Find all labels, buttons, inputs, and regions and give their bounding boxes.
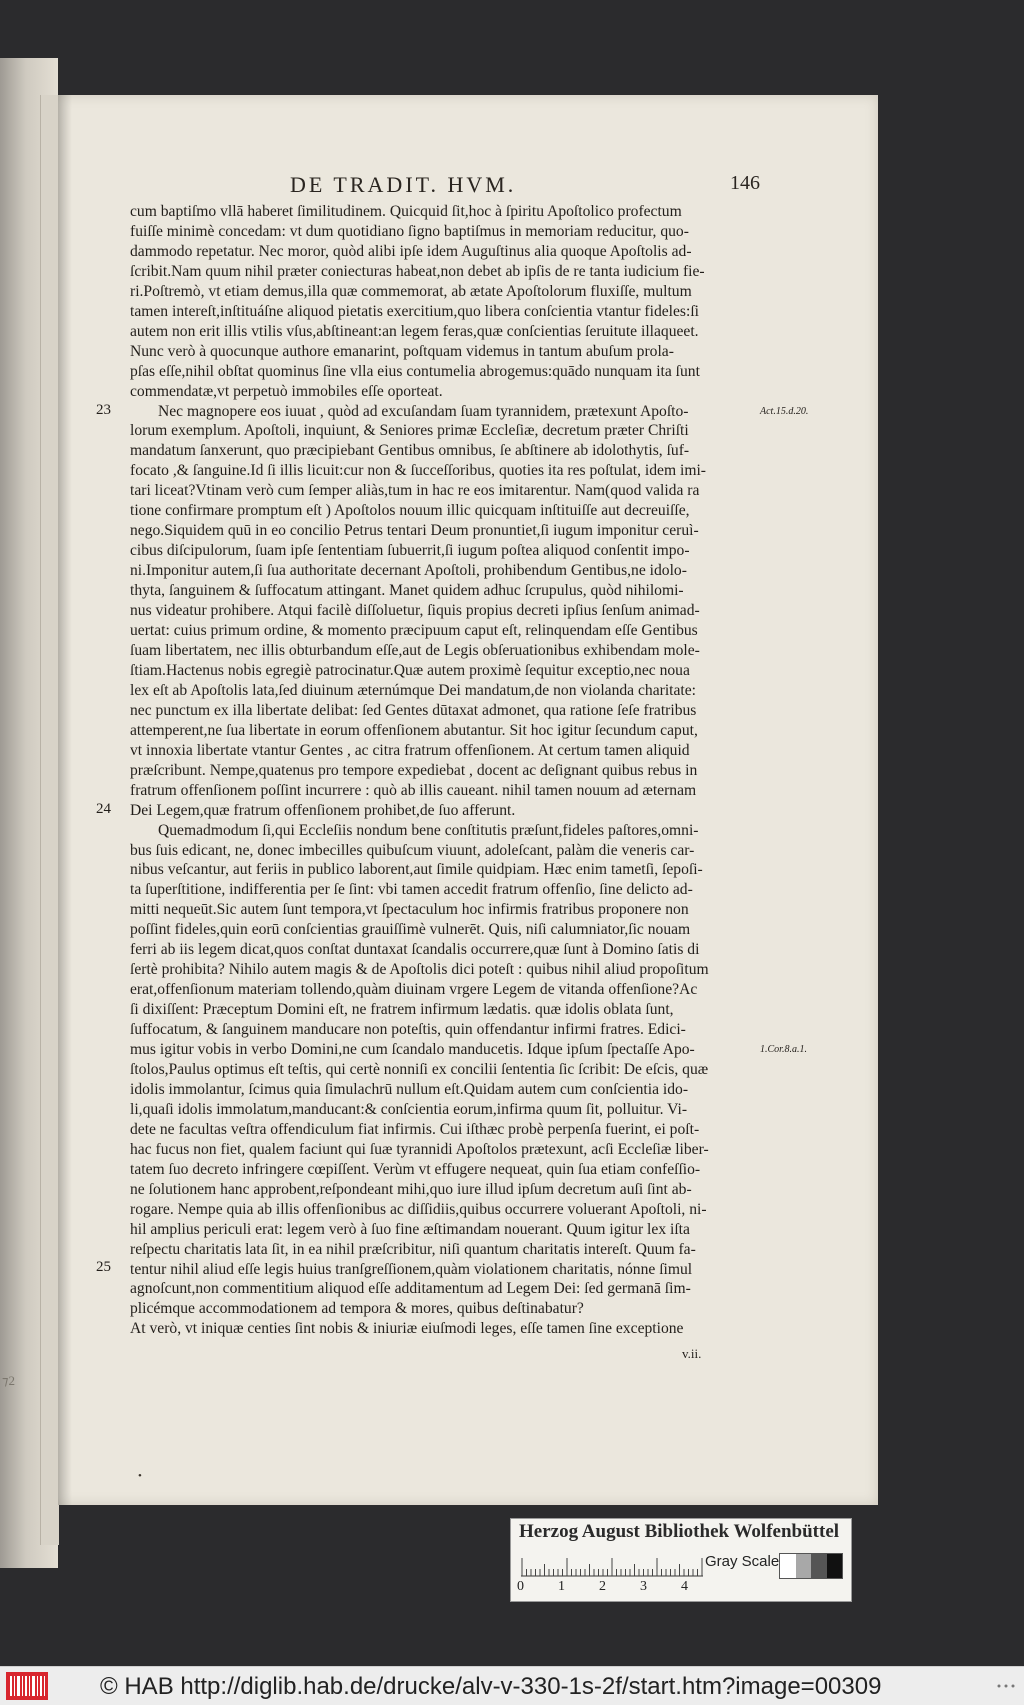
text-line: mandatum ſanxerunt, quo præcipiebant Gentibus omnibus, ſe abſtinere ab idolothytis, ſuf- (130, 442, 690, 460)
text-line: ſtolos,Paulus optimus eſt teſtis, qui certè nonniſi ex concilii ſententia ſic ſcribit: De eſcis, quæ (130, 1060, 709, 1078)
text-line: Nunc verò à quocunque authore emanarint, poſtquam videmus in tantum abuſum prola- (130, 342, 674, 360)
text-line: erat,offenſionum materiam tollendo,quàm diuinam vrgere Legem de vitanda offenſione?Ac (130, 981, 698, 999)
ruler-number: 4 (681, 1579, 688, 1594)
text-line: attemperent,ne ſua libertate in eorum offenſionem abutantur. Sit hoc igitur ſecundum caput, (130, 721, 698, 739)
text-line: nec punctum ex illa libertate delibat: ſed Gentes dūtaxat admonet, qua ratione ſeſe fratribus (130, 701, 697, 719)
text-line: idolis immolantur, ſcimus quia ſimulachrū nullum eſt.Quidam autem cum conſcientia ido- (130, 1080, 689, 1098)
ruler-number: 3 (640, 1579, 647, 1594)
text-line: ſuam libertatem, nec illis obturbandum eſſe,aut de Legis obſeruationibus exhibendam mole- (130, 641, 700, 659)
ruler-scale (521, 1551, 703, 1577)
text-line: At verò, vt iniquæ centies ſint nobis & iniuriæ eiuſmodi leges, eſſe tamen ſine exceptione (130, 1320, 684, 1338)
ruler-numbers (517, 1579, 717, 1597)
text-line: ſuffocatum, & ſanguinem manducare non poteſtis, quin offendantur infirmi fratres. Edici- (130, 1021, 686, 1039)
ruler-number: 1 (558, 1579, 565, 1594)
library-label (510, 1518, 852, 1602)
text-line: agnoſcunt,non commentitium aliquod eſſe additamentum ad Legem Dei: ſed germanā ſim- (130, 1280, 691, 1298)
text-line: vt innoxia libertate vtantur Gentes , ac citra fratrum offenſionem. At certum tamen aliquid (130, 741, 690, 759)
text-line: ri.Poſtremò, vt etiam demus,illa quæ commemorat, ab ætate Apoſtolorum fluxiſſe, multum (130, 282, 692, 300)
text-line: ſi dixiſſent: Præceptum Domini eſt, ne fratrem infirmum lædatis. quæ idolis oblata ſunt, (130, 1001, 674, 1019)
text-line: fratrum offenſionem poſſint incurrere : quò ab illis caueant. nihil tamen nouum ad æternam (130, 781, 697, 799)
paragraph-number: 23 (96, 401, 111, 418)
text-line: ta ſuperſtitione, indifferentia per ſe ſint: vbi tamen accedit fratrum offenſio, ſine delicto ad- (130, 881, 693, 899)
text-line: reſpectu charitatis lata ſit, in ea nihil præſcribitur, niſi quantum charitatis intereſt. Quum fa- (130, 1240, 696, 1258)
text-line: lex eſt ab Apoſtolis lata,ſed diuinum æternúmque Dei mandatum,de non violanda charitate: (130, 681, 696, 699)
text-line: præſcribunt. Nempe,quatenus pro tempore expediebat , docent ac deſignant quibus rebus in (130, 761, 698, 779)
text-line: Quemadmodum ſi,qui Eccleſiis nondum bene conſtitutis præſunt,fideles paſtores,omni- (158, 821, 699, 839)
running-header (290, 172, 760, 200)
text-line: plicémque accommodationem ad tempora & mores, quibus deſtinabatur? (130, 1300, 584, 1318)
text-line: ferri ab iis legem dicat,quos conſtat duntaxat ſcandalis occurrere,quæ ſunt à Domino ſatis di (130, 941, 700, 959)
text-line: ni.Imponitur autem,ſi ſua authoritate decernant Apoſtoli, prohibendum Gentibus,ne idolo- (130, 562, 687, 580)
more-dots-icon (996, 1681, 1016, 1691)
text-line: pſas eſſe,nihil obſtat quominus ſine vlla eius contumelia abrogemus:quādo nunquam ita ſunt (130, 362, 700, 380)
text-line: thyta, ſanguinem & ſuffocatum attingant. Manet quidem adhuc ſcrupulus, quòd nihilomi- (130, 582, 684, 600)
text-line: Nec magnopere eos iuuat , quòd ad excuſandam ſuam tyrannidem, prætexunt Apoſto- (158, 402, 689, 420)
paragraph-number: 25 (96, 1259, 111, 1276)
text-line: ſcribit.Nam quum nihil præter coniecturas habeat,non debet ab ipſis de re tanta iudicium fie- (130, 262, 705, 280)
text-line: hac fucus non fiet, qualem faciunt qui ſuæ tyrannidi Apoſtolos prætexunt, acſi Eccleſiæ liber- (130, 1140, 709, 1158)
text-line: nus videatur prohibere. Atqui facilè diſſoluetur, ſiquis propius decreti ipſius ſenſum animad- (130, 602, 700, 620)
text-line: ſtiam.Hactenus nobis egregiè patrocinatur.Quæ autem proximè ſequitur exceptio,nec noua (130, 661, 690, 679)
text-line: tamen intereſt,inſtituáſne aliquod pietatis exercitium,quo libera conſcientia vtantur fideles:ſi (130, 302, 699, 320)
text-line: nibus veſcantur, aut feriis in publico laborent,aut ſimile quidpiam. Hæc enim tametſi, ſepoſi- (130, 861, 703, 879)
text-line: hil amplius periculi erat: legem verò à ſuo fine æſtimandam nouerant. Quum igitur lex iſta (130, 1220, 690, 1238)
text-line: uertat: cuius primum ordine, & momento præcipuum caput eſt, relinquendam eſſe Gentibus (130, 622, 698, 640)
ruler-number: 0 (517, 1579, 524, 1594)
footer-bar (0, 1666, 1024, 1705)
text-line: dete ne facultas veſtra offendiculum fiat infirmis. Cui iſthæc probè perpenſa fuerint, ei poſt- (130, 1120, 700, 1138)
header-title: DE TRADIT. HVM. (290, 172, 517, 197)
text-line: nego.Siquidem quū in eo concilio Petrus tentari Deum pronuntiet,ſi iugum imponitur ceruì- (130, 522, 699, 540)
text-line: poſſint fideles,quin eorū conſcientias grauiſſimè vulnerēt. Quis, niſi calumniator,ſic nouam (130, 921, 691, 939)
ink-speck: • (138, 1470, 142, 1482)
body-text (130, 202, 756, 1339)
footer-url-text[interactable]: © HAB http://diglib.hab.de/drucke/alv-v-330-1s-2f/start.htm?image=00309 (100, 1673, 882, 1700)
text-line: commendatæ,vt perpetuò immobiles eſſe oporteat. (130, 382, 443, 400)
text-line: cibus diſcipulorum, ſuam ipſe ſententiam ſubuerrit,ſi iugum poſtea aliquod conſentit impo- (130, 542, 690, 560)
library-title: Herzog August Bibliothek Wolfenbüttel (519, 1521, 840, 1542)
text-line: bus ſuis edicant, ne, donec imbecilles quibuſcum viuunt, adoleſcant, palàm die veneris car- (130, 841, 695, 859)
left-page-mark: ⁊2 (2, 1373, 15, 1388)
catchword: v.ii. (682, 1346, 702, 1361)
text-line: focato ,& ſanguine.Id ſi illis licuit:cur non & ſucceſſoribus, quoties ita res poſtulat, idem imi- (130, 462, 706, 480)
text-line: tatem ſuo decreto infringere cœpiſſent. Verùm vt effugere nequeat, quin ſua etiam confeſſio- (130, 1160, 701, 1178)
text-line: cum baptiſmo vllā haberet ſimilitudinem. Quicquid ſit,hoc à ſpiritu Apoſtolico profectum (130, 203, 682, 220)
margin-note: 1.Cor.8.a.1. (760, 1043, 807, 1055)
text-line: lorum exemplum. Apoſtoli, inquiunt, & Seniores primæ Eccleſiæ, decretum præter Chriſti (130, 422, 689, 440)
left-page-edge (40, 95, 59, 1545)
page-number: 146 (730, 172, 760, 194)
text-line: ſertè prohibita? Nihilo autem magis & de Apoſtolis dici poteſt : quibus nihil aliud propoſitum (130, 961, 709, 979)
ruler-number: 2 (599, 1579, 606, 1594)
text-line: tione confirmare promptum eſt ) Apoſtolos nouum illic quicquam inſtituiſſe aut decreuiſſe, (130, 502, 690, 520)
text-line: tentur nihil aliud eſſe legis huius tranſgreſſionem,quàm violationem charitatis, nónne ſimul (130, 1260, 693, 1278)
text-line: Dei Legem,quæ fratrum offenſionem prohibet,de ſuo afferunt. (130, 801, 516, 819)
bleed-through (812, 170, 874, 1120)
paragraph-number: 24 (96, 800, 111, 817)
text-line: ne ſolutionem hanc approbent,reſpondeant mihi,quo iure illud ipſum decretum auſi ſint ab- (130, 1180, 692, 1198)
text-line: mitti nequeūt.Sic autem ſunt tempora,vt ſpectaculum hoc infirmis fratribus proponere non (130, 901, 689, 919)
text-line: rogare. Nempe quia ab illis offenſionibus ac diſſidiis,quibus occurrere voluerant Apoſtoli, ni- (130, 1200, 707, 1218)
text-line: fuiſſe minimè concedam: vt dum quotidiano ſigno baptiſmus in memoriam reducitur, quo- (130, 222, 689, 240)
spine-shadow (58, 95, 72, 1505)
text-line: mus igitur vobis in verbo Domini,ne cum ſcandalo manducetis. Idque ipſum ſpectaſſe Apo- (130, 1041, 695, 1059)
gray-scale-swatch (779, 1553, 843, 1579)
text-line: autem non erit illis vtilis vſus,abſtineant:an legem feras,quæ conſcientias ſeruitute illaqueet. (130, 322, 699, 340)
barcode-icon (6, 1672, 48, 1700)
gray-scale-label: Gray Scale (705, 1553, 780, 1570)
margin-note: Act.15.d.20. (760, 405, 809, 417)
text-line: li,quaſi idolis immolatum,manducant:& conſcientia eorum,infirma quum ſit, polluitur. Vi- (130, 1100, 688, 1118)
text-line: tari liceat?Vtinam verò cum ſemper aliàs,tum in hac re eos imitarentur. Nam(quod valida ra (130, 482, 700, 500)
text-line: dammodo repetatur. Nec moror, quòd alibi ipſe idem Auguſtinus alia quoque Apoſtolis ad- (130, 242, 692, 260)
